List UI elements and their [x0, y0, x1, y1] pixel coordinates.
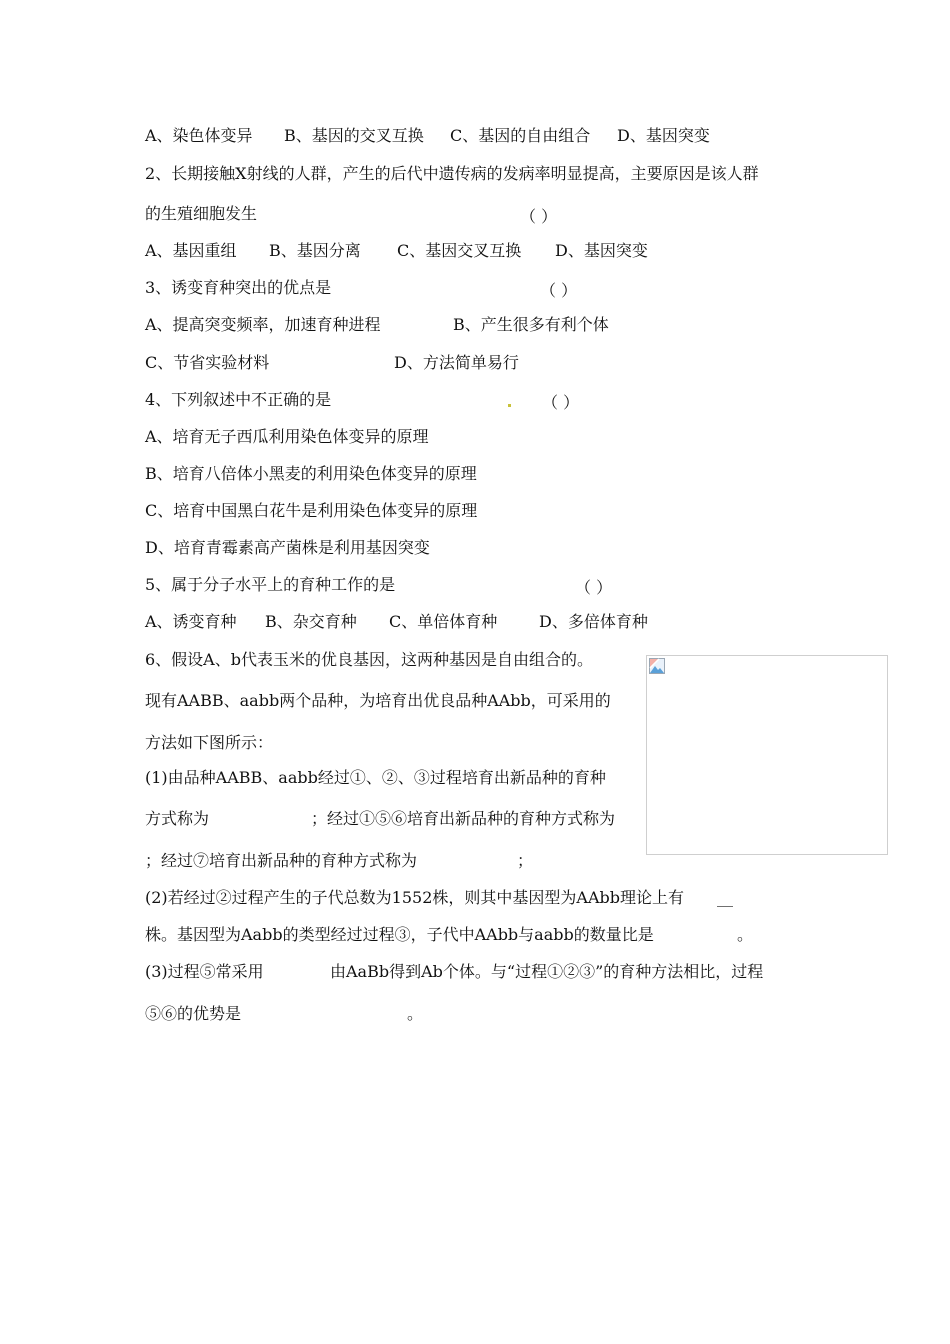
q3-option-d: D、方法简单易行	[394, 353, 519, 372]
q6-line1: 6、假设A、b代表玉米的优良基因，这两种基因是自由组合的。	[145, 650, 593, 669]
q2-option-c: C、基因交叉互换	[397, 241, 522, 260]
q1-option-a: A、染色体变异	[145, 126, 253, 145]
q6-line10-a: ⑤⑥的优势是	[145, 1004, 242, 1023]
q6-line4: (1)由品种AABB、aabb经过①、②、③过程培育出新品种的育种	[145, 768, 606, 787]
broken-image-icon	[649, 658, 665, 674]
q3-option-b: B、产生很多有利个体	[453, 315, 609, 334]
q5-option-c: C、单倍体育种	[389, 612, 498, 631]
q3-options-row1	[145, 315, 609, 335]
q2-answer-paren: （ ）	[520, 207, 558, 226]
q6-line9-b: 由AaBb得到Ab个体。与“过程①②③”的育种方法相比，过程	[330, 962, 764, 981]
q2-option-a: A、基因重组	[145, 241, 237, 260]
q5-option-a: A、诱变育种	[145, 612, 237, 631]
q2-option-b: B、基因分离	[269, 241, 361, 260]
q4-option-b: B、培育八倍体小黑麦的利用染色体变异的原理	[145, 464, 477, 483]
q6-line5	[145, 809, 615, 829]
q6-line9	[145, 962, 763, 982]
q5-answer-paren: （ ）	[575, 578, 613, 597]
q4-option-a: A、培育无子西瓜利用染色体变异的原理	[145, 427, 429, 446]
q2-options	[145, 241, 648, 261]
q5-option-d: D、多倍体育种	[539, 612, 648, 631]
q4-option-c: C、培育中国黑白花牛是利用染色体变异的原理	[145, 501, 478, 520]
q2-option-d: D、基因突变	[555, 241, 648, 260]
q5-stem: 5、属于分子水平上的育种工作的是	[145, 575, 396, 594]
q6-line7-a: (2)若经过②过程产生的子代总数为1552株，则其中基因型为AAbb理论上有	[145, 888, 684, 907]
q6-line6-a: ；经过⑦培育出新品种的育种方式称为	[145, 851, 418, 870]
q6-line9-a: (3)过程⑤常采用	[145, 962, 264, 981]
q6-line10-b: 。	[407, 1004, 424, 1023]
q3-stem: 3、诱变育种突出的优点是	[145, 278, 332, 297]
q3-option-c: C、节省实验材料	[145, 353, 270, 372]
speck-mark	[508, 404, 511, 407]
q4-stem: 4、下列叙述中不正确的是	[145, 390, 332, 409]
q1-option-b: B、基因的交叉互换	[284, 126, 424, 145]
figure-placeholder	[646, 655, 888, 855]
q2-stem-line2: 的生殖细胞发生	[145, 204, 258, 223]
q6-line8-b: 。	[737, 925, 754, 944]
q1-option-d: D、基因突变	[617, 126, 710, 145]
q6-line7	[145, 888, 733, 908]
q6-line5-a: 方式称为	[145, 809, 210, 828]
q4-answer-paren: （ ）	[542, 393, 580, 412]
q5-options	[145, 612, 648, 632]
q4-option-d: D、培育青霉素高产菌株是利用基因突变	[145, 538, 430, 557]
q6-line3: 方法如下图所示：	[145, 733, 274, 752]
q6-line6-b: ；	[517, 851, 534, 870]
q6-line7-blank: __	[717, 888, 733, 907]
q3-option-a: A、提高突变频率，加速育种进程	[145, 315, 381, 334]
q6-line5-b: ；经过①⑤⑥培育出新品种的育种方式称为	[311, 809, 616, 828]
q6-line2: 现有AABB、aabb两个品种，为培育出优良品种AAbb，可采用的	[145, 691, 611, 710]
q6-line10	[145, 1004, 423, 1024]
q6-line8-a: 株。基因型为Aabb的类型经过过程③，子代中AAbb与aabb的数量比是	[145, 925, 654, 944]
q3-options-row2	[145, 353, 519, 373]
q5-option-b: B、杂交育种	[265, 612, 357, 631]
q1-options	[145, 126, 710, 146]
q2-stem-line1: 2、长期接触X射线的人群，产生的后代中遗传病的发病率明显提高，主要原因是该人群	[145, 164, 759, 183]
q6-line8	[145, 925, 753, 945]
q3-answer-paren: （ ）	[540, 281, 578, 300]
q6-line6	[145, 851, 533, 871]
q1-option-c: C、基因的自由组合	[450, 126, 591, 145]
